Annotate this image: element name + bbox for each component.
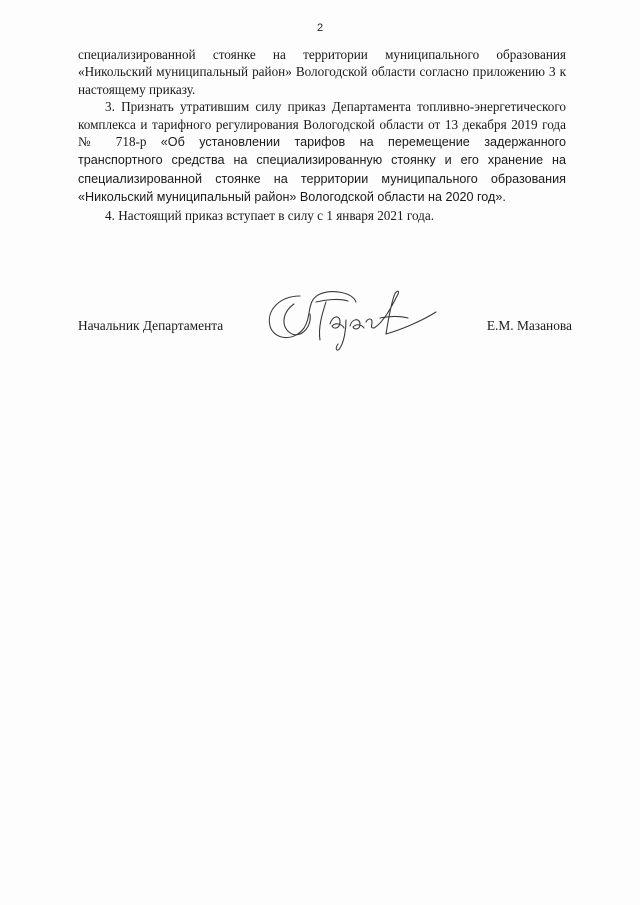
handwritten-signature	[260, 282, 440, 354]
paragraph-3-title-text: «Об установлении тарифов на перемещение задержанного транспортного средства на специализированную стоянку и его хранение на специализированной стоянке на территории муниципального образования «Никольский муниципальный район» Вологодской области на 2020 год».	[78, 135, 566, 205]
signer-name: Е.М. Мазанова	[486, 318, 572, 333]
document-body	[78, 46, 566, 224]
paragraph-3	[78, 98, 566, 206]
signer-title: Начальник Департамента	[78, 318, 224, 333]
signature-label: Мазанова	[260, 282, 265, 283]
page-number: 2	[316, 22, 324, 34]
continuation-paragraph: специализированной стоянке на территории муниципального образования «Никольский муниципальный район» Вологодской области согласно приложению 3 к настоящему приказу.	[78, 47, 566, 97]
paragraph-4: 4. Настоящий приказ вступает в силу с 1 января 2021 года.	[105, 207, 435, 223]
paragraph-3-main-text: 3. Признать утратившим силу приказ Департамента топливно-энергетического комплекса и тарифного регулирования Вологодской области от 13 декабря 2019 года № 718-р	[78, 99, 566, 150]
